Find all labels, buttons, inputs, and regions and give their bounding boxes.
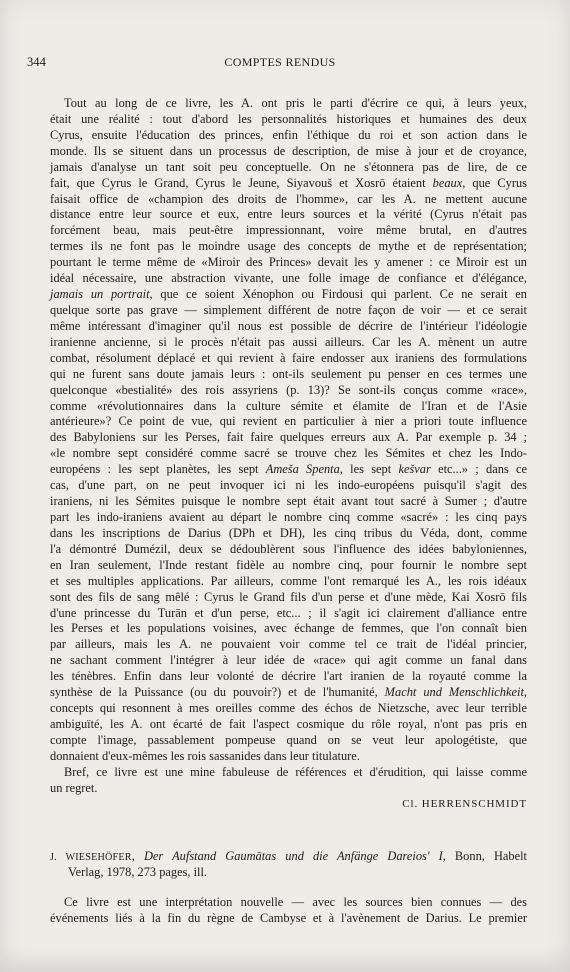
text-line [50, 701, 527, 717]
running-title: COMPTES RENDUS [224, 55, 336, 69]
text-line [50, 176, 527, 192]
text-line-content [50, 446, 527, 460]
text-run: compte l'image, passablement pompeuse quand on se veut leur apologétiste, que [50, 732, 527, 747]
text-run: sont des fils de sang mêlé : Cyrus le Grand fils d'un perse et d'une mède, Kai Xosrō fils [50, 589, 527, 604]
page-number: 344 [27, 55, 46, 69]
text-run: fait, que Cyrus le Grand, Cyrus le Jeune, Siyavouš et Xosrō étaient [50, 175, 433, 190]
text-line [50, 223, 527, 239]
text-line-content [50, 112, 527, 126]
text-line [50, 271, 527, 287]
text-run: un regret. [50, 780, 98, 795]
text-run: jamais d'analyse un tant soit peu conceptuelle. On ne s'étonnera pas de lire, de ce [50, 159, 527, 174]
text-line-content [50, 271, 527, 285]
text-line [50, 637, 527, 653]
text-line [50, 414, 527, 430]
text-run: , que Cyrus [462, 175, 527, 190]
text-line-content [50, 144, 527, 158]
text-line-content [50, 669, 527, 683]
text-line-content [50, 303, 527, 317]
text-run: forcément beau, mais peut-être impressionnant, voire même brutal, en d'autres [50, 223, 527, 238]
running-head [0, 54, 570, 70]
text-line-content [50, 176, 527, 190]
text-line [50, 144, 527, 160]
text-line [50, 669, 527, 685]
text-line-content [50, 351, 527, 365]
text-line [50, 574, 527, 590]
text-line-content [50, 849, 527, 863]
text-run: «le nombre sept considéré comme sacré se trouve chez les Sémites et chez les Indo- [50, 446, 527, 461]
text-line [50, 781, 527, 797]
text-line [50, 606, 527, 622]
text-run: part les indo-iraniens avaient au départ le nombre cinq comme «sacré» : les cinq pays [50, 509, 527, 524]
text-run: , [131, 849, 144, 863]
text-run: idéal nécessaire, une abstraction vivante, une folle image de confiance et d'élégance, [50, 271, 527, 286]
text-run: qui ne furent sans doute jamais leurs : ont-ils seulement pu penser en ces termes une [50, 366, 527, 381]
review-paragraph [50, 765, 527, 797]
review-paragraph [50, 96, 527, 765]
text-line [50, 351, 527, 367]
text-line [50, 849, 527, 865]
text-run: en Iran seulement, l'Inde restant fidèle au nombre cinq, pour fournir le nombre sept [50, 557, 527, 572]
text-run: etc...» ; dans ce [430, 462, 527, 477]
text-line-content [50, 494, 527, 508]
text-line [50, 733, 527, 749]
text-line [50, 287, 527, 303]
text-line [50, 399, 527, 415]
text-run: Tout au long de ce livre, les A. ont pris le parti d'écrire ce qui, à leurs yeux, [64, 96, 527, 110]
text-run: pourtant le terme même de «Miroir des Princes» devait les y amener : ce Miroir est un [50, 255, 527, 270]
text-line [50, 303, 527, 319]
text-run: européens : les sept planètes, les sept [50, 462, 266, 477]
text-line-content [50, 606, 527, 620]
text-line-content [50, 160, 527, 174]
text-line-content [64, 765, 527, 779]
text-line [50, 462, 527, 478]
text-line-content [50, 287, 527, 301]
text-line-content [50, 749, 360, 763]
text-run: Cyrus, ensuite l'éducation des princes, enfin l'éthique du roi et son action dans le [50, 127, 527, 142]
text-line [50, 749, 527, 765]
text-line-content [50, 685, 527, 699]
review-wiesehofer [50, 849, 527, 927]
text-run: quelque sorte pas grave — simplement différent de notre façon de voir — et ce serait [50, 302, 527, 317]
text-line-content [50, 781, 97, 795]
text-line-content [50, 526, 527, 540]
text-line [50, 112, 527, 128]
text-run: et ses multiples applications. Par ailleurs, comme l'ont remarqué les A., les rois idéaux [50, 573, 527, 588]
text-line [50, 255, 527, 271]
text-run: dans les inscriptions de Darius (DPh et DH), les cinq tribus du Véda, dont, comme [50, 525, 527, 540]
text-line-content [50, 255, 527, 269]
text-run: les ténèbres. Enfin dans leur volonté de décrire l'art iranien de la royauté comme la [50, 669, 527, 684]
text-line [50, 319, 527, 335]
text-line [50, 128, 527, 144]
text-run: ne sachant comment l'intégrer à leur idée de «race» qui agit comme un fanal dans [50, 653, 527, 668]
text-line-content [50, 717, 527, 731]
text-run: iranienne ancienne, si le procès n'était pas aussi ailleurs. Car les A. mènent un autre [50, 334, 527, 349]
text-run: d'une princesse du Turān et d'un perse, etc... ; il s'agit ici clairement d'alliance entre [50, 605, 527, 620]
text-run: Verlag, 1978, 273 pages, ill. [68, 864, 208, 879]
text-line [50, 383, 527, 399]
text-line [50, 239, 527, 255]
text-line [50, 510, 527, 526]
text-line-content [50, 462, 527, 476]
text-line-content [50, 399, 527, 413]
text-line-content [50, 558, 527, 572]
text-line-content [50, 621, 527, 635]
text-run: termes ils ne font pas le moindre usage des concepts de mythe et de représentation; [50, 239, 527, 254]
text-run: distance entre leur source et eux, entre leurs sources et la vérité (Cyrus n'était pas [50, 207, 527, 222]
text-run: quelconque «bestialité» des rois assyriens (p. 13)? Se sont-ils conçus comme «race», [50, 382, 527, 397]
italic-text: Macht und Menschlichkeit [384, 685, 524, 700]
text-run: Ce livre est une interprétation nouvelle — avec les sources bien connues — des [64, 894, 527, 909]
text-line-content [50, 383, 527, 397]
text-run: monde. Ils se situent dans un processus de description, de mise à jour et de croyance, [50, 143, 527, 158]
text-run: des Babyloniens sur les Perses, fait faire quelques erreurs aux A. Par exemple p. 34 ; [50, 430, 527, 445]
text-line-content [50, 414, 527, 428]
text-line [50, 96, 527, 112]
text-line [50, 895, 527, 911]
text-run: , [523, 685, 527, 700]
text-line [50, 367, 527, 383]
italic-text: Der Aufstand Gaumātas und die Anfänge Dareios' I [143, 849, 443, 863]
text-run: faisait office de «champion des droits de l'homme», car les A. ne mettent aucune [50, 191, 527, 206]
text-run: donnaient d'eux-mêmes les rois sassanides dans leur titulature. [50, 748, 360, 763]
text-line [50, 621, 527, 637]
text-run: l'a démontré Dumézil, deux se dédoublèrent sous l'influence des idées babyloniennes, [50, 541, 527, 556]
text-line-content [50, 430, 527, 444]
text-line [50, 653, 527, 669]
italic-text: jamais un portrait [50, 287, 150, 302]
text-line-content [50, 192, 527, 206]
italic-text: beaux [432, 175, 463, 190]
text-line [50, 558, 527, 574]
text-line-content [50, 733, 527, 747]
text-line [50, 446, 527, 462]
text-run: antérieure»? Ce point de vue, qui revient en particulier à nier a priori toute influence [50, 414, 527, 429]
text-line-content [50, 239, 527, 253]
text-line [50, 207, 527, 223]
text-line-content [68, 865, 207, 879]
text-line [50, 478, 527, 494]
text-line-content [50, 701, 527, 715]
text-line [50, 717, 527, 733]
text-run: concepts qui resonnent à mes oreilles comme des échos de Nietzsche, avec leur terrible [50, 701, 527, 716]
text-line-content [50, 653, 527, 667]
text-line [50, 526, 527, 542]
text-line-content [50, 335, 527, 349]
text-line [50, 865, 527, 881]
text-line-content [50, 223, 527, 237]
text-run: les Perses et les populations voisines, avec échange de femmes, que l'on connaît bien [50, 621, 527, 636]
text-run: , les sept [339, 462, 399, 477]
text-line-content [50, 574, 527, 588]
text-run: , que ce soient Xénophon ou Firdousi qui parlent. Ce ne serait en [149, 287, 527, 302]
text-run: Bref, ce livre est une mine fabuleuse de références et d'érudition, qui laisse comme [64, 764, 527, 779]
italic-text: Ameša Spenta [265, 462, 340, 477]
text-line-content [50, 128, 527, 142]
text-line-content [50, 478, 527, 492]
text-line-content [50, 590, 527, 604]
text-line-content [50, 207, 527, 221]
text-line-content [50, 367, 527, 381]
text-line [50, 542, 527, 558]
text-line-content [64, 96, 527, 110]
italic-text: kešvar [398, 462, 431, 477]
review-herrenschmidt [50, 96, 527, 812]
text-line-content [50, 911, 527, 925]
text-run: ambiguïté, les A. ont écarté de fait l'aspect cosmique du rôle royal, n'ont pas pris en [50, 716, 527, 731]
text-line [50, 685, 527, 701]
text-line-content [50, 542, 527, 556]
text-line [50, 590, 527, 606]
text-line-content [50, 637, 527, 651]
text-line [50, 494, 527, 510]
text-run: même intéressant d'imaginer qu'il nous est possible de décrire de l'intérieur l'idéologie [50, 318, 527, 333]
text-run: synthèse de la Puissance (ou du pouvoir?) et de l'humanité, [50, 685, 385, 700]
text-run: était une réalité : tout d'abord les personnalités historiques et humaines des deux [50, 111, 527, 126]
text-line [50, 765, 527, 781]
text-run: iraniens, ni les Sémites puisque le nombre sept était avant tout sacré à Sumer ; d'autre [50, 494, 527, 509]
text-line [50, 911, 527, 927]
text-line-content [50, 319, 527, 333]
text-run: comme «révolutionnaires dans la culture sémite et élamite de l'Iran et de l'Asie [50, 398, 527, 413]
text-line-content [64, 895, 527, 909]
text-run: événements liés à la fin du règne de Cambyse et à l'avènement de Darius. Le premier [50, 910, 527, 925]
reviewer-signature: Cl. HERRENSCHMIDT [402, 797, 527, 810]
book-citation [50, 849, 527, 881]
text-line-content [50, 510, 527, 524]
text-run: combat, résolument déplacé et qui revient à faire endosser aux iraniens des formulations [50, 350, 527, 365]
small-caps-text: J. WIESEHÖFER [50, 852, 132, 863]
text-line [50, 430, 527, 446]
text-line [50, 335, 527, 351]
text-line [50, 160, 527, 176]
text-run: , Bonn, Habelt [442, 849, 527, 863]
text-run: par ailleurs, mais les A. ne pouvaient voir comme tel ce trait de l'idéal princier, [50, 637, 527, 652]
text-line [50, 192, 527, 208]
text-run: cas, d'une part, on ne peut invoquer ici ni les indo-européens puisqu'il s'agit des [50, 478, 527, 493]
review-paragraph [50, 895, 527, 927]
